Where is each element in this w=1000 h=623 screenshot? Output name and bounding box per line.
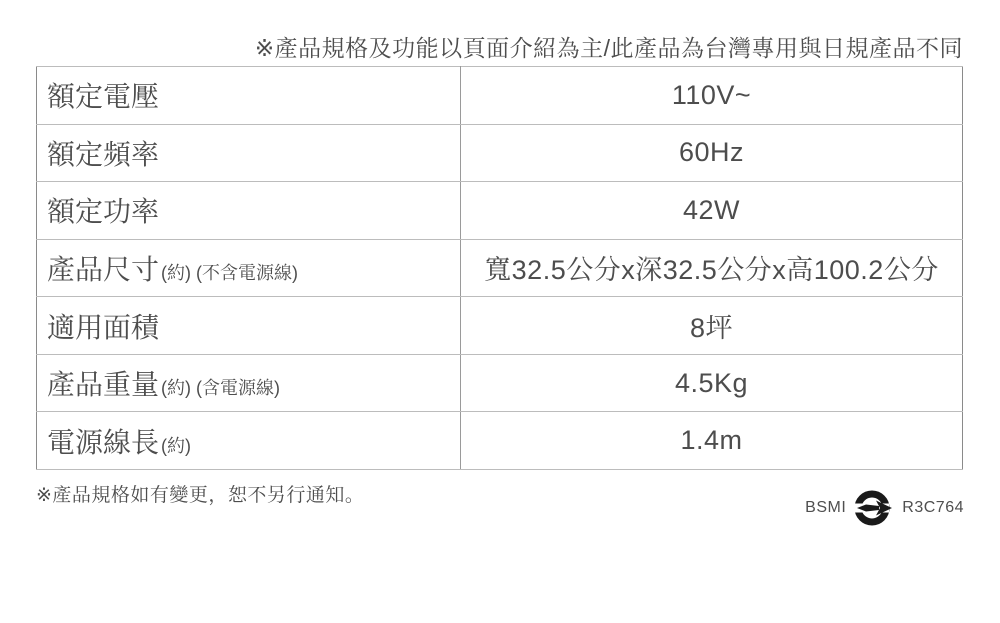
spec-label-suffix: (約) (不含電源線) (161, 262, 298, 283)
spec-row-product-weight (37, 354, 963, 412)
spec-value: 8坪 (461, 297, 963, 355)
spec-label-cell (37, 354, 461, 412)
spec-value: 1.4m (461, 412, 963, 470)
spec-row-rated-voltage (37, 67, 963, 125)
spec-row-applicable-area (37, 297, 963, 355)
spec-row-cord-length (37, 412, 963, 470)
bsmi-code: R3C764 (902, 499, 964, 516)
spec-label: 適用面積 (47, 311, 160, 343)
spec-label-suffix: (約) (含電源線) (161, 378, 280, 399)
spec-label: 產品尺寸 (47, 253, 160, 285)
spec-label-suffix: (約) (161, 435, 192, 456)
spec-row-rated-frequency (37, 124, 963, 182)
spec-value: 110V~ (461, 67, 963, 125)
spec-label: 額定電壓 (47, 81, 160, 113)
bsmi-agency-label: BSMI (805, 499, 847, 516)
spec-label-cell (37, 67, 461, 125)
spec-label-cell (37, 124, 461, 182)
top-note: ※產品規格及功能以頁面介紹為主/此產品為台灣專用與日規產品不同 (254, 35, 963, 61)
spec-label: 額定功率 (47, 196, 160, 228)
spec-label-cell (37, 412, 461, 470)
spec-label: 額定頻率 (47, 138, 160, 170)
spec-label-cell (37, 297, 461, 355)
spec-label-cell (37, 182, 461, 240)
spec-label: 電源線長 (47, 426, 160, 458)
spec-row-rated-power (37, 182, 963, 240)
spec-value: 42W (461, 182, 963, 240)
certification-badge (805, 488, 964, 528)
spec-value: 60Hz (461, 124, 963, 182)
spec-value: 4.5Kg (461, 354, 963, 412)
spec-label-cell (37, 239, 461, 297)
spec-table (36, 66, 963, 470)
bsmi-inspection-mark-icon (854, 488, 894, 528)
spec-label: 產品重量 (47, 369, 160, 401)
spec-value: 寬32.5公分x深32.5公分x高100.2公分 (461, 239, 963, 297)
bottom-note: ※產品規格如有變更，恕不另行通知。 (36, 485, 365, 506)
spec-row-product-dimensions (37, 239, 963, 297)
